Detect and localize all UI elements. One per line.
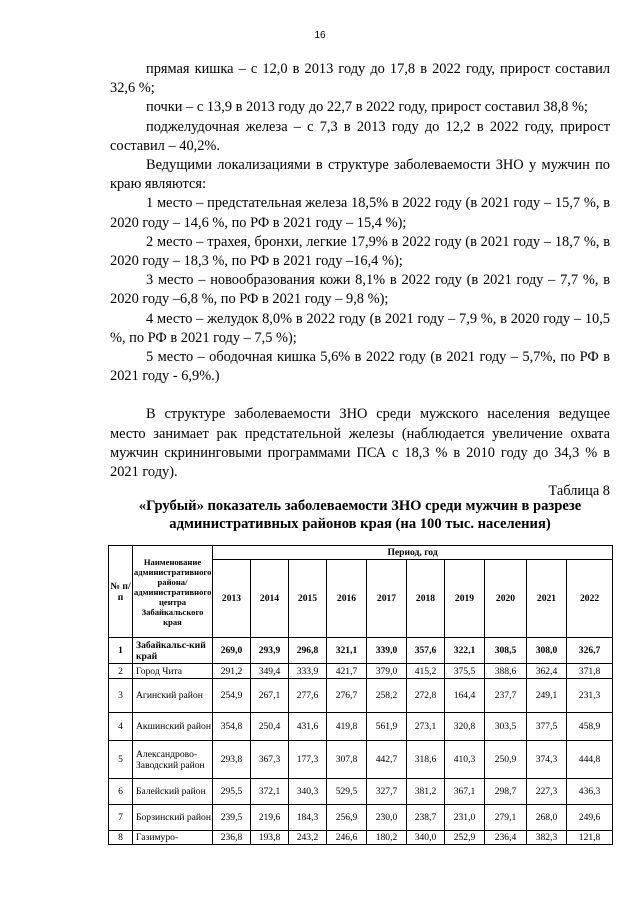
paragraph: Ведущими локализациями в структуре заболеваемости ЗНО у мужчин по краю являются: — [110, 157, 610, 193]
value-cell: 374,3 — [527, 741, 567, 779]
value-cell: 295,5 — [213, 779, 251, 805]
value-cell: 238,7 — [407, 805, 445, 831]
value-cell: 250,4 — [251, 713, 289, 741]
year-header: 2014 — [251, 560, 289, 638]
table-title: «Грубый» показатель заболеваемости ЗНО среди мужчин в разрезе административных районов края (на 100 тыс. населения) — [138, 498, 582, 532]
value-cell: 382,3 — [527, 831, 567, 845]
row-number: 6 — [109, 779, 133, 805]
year-header: 2016 — [327, 560, 367, 638]
paragraph: 2 место – трахея, бронхи, легкие 17,9% в 2022 году (в 2021 году – 18,7 %, в 2020 году – 18,3 %, по РФ в 2021 году –16,4 %); — [110, 233, 610, 270]
value-cell: 372,1 — [251, 779, 289, 805]
district-name: Александрово-Заводский район — [133, 741, 213, 779]
value-cell: 371,8 — [567, 664, 613, 679]
paragraph: 3 место – новообразования кожи 8,1% в 2022 году (в 2021 году – 7,7 %, в 2020 году –6,8 %, по РФ в 2021 году – 9,8 %); — [110, 272, 610, 308]
paragraph: В структуре заболеваемости ЗНО среди мужского населения ведущее место занимает рак предстательной железы (наблюдается увеличение охвата мужчин скрининговыми программами ПСА с 18,3 % в 2010 году до 34,3 % в 2021 году). — [110, 406, 610, 481]
table-row — [109, 741, 613, 779]
value-cell: 269,0 — [213, 638, 251, 664]
body-text — [110, 60, 610, 482]
value-cell: 291,2 — [213, 664, 251, 679]
value-cell: 293,9 — [251, 638, 289, 664]
value-cell: 357,6 — [407, 638, 445, 664]
value-cell: 362,4 — [527, 664, 567, 679]
district-name: Балейский район — [133, 779, 213, 805]
value-cell: 367,1 — [445, 779, 485, 805]
paragraph: 1 место – предстательная железа 18,5% в 2022 году (в 2021 году – 15,7 %, в 2020 году – 14,6 %, по РФ в 2021 году – 15,4 %); — [110, 195, 610, 231]
value-cell: 431,6 — [289, 713, 327, 741]
value-cell: 164,4 — [445, 679, 485, 713]
year-header: 2021 — [527, 560, 567, 638]
value-cell: 256,9 — [327, 805, 367, 831]
value-cell: 326,7 — [567, 638, 613, 664]
value-cell: 254,9 — [213, 679, 251, 713]
year-header: 2022 — [567, 560, 613, 638]
value-cell: 349,4 — [251, 664, 289, 679]
value-cell: 267,1 — [251, 679, 289, 713]
value-cell: 307,8 — [327, 741, 367, 779]
row-number: 8 — [109, 831, 133, 845]
paragraph: 4 место – желудок 8,0% в 2022 году (в 2021 году – 7,9 %, в 2020 году – 10,5 %, по РФ в 2021 году – 7,5 %); — [110, 310, 610, 346]
value-cell: 340,3 — [289, 779, 327, 805]
row-number: 3 — [109, 679, 133, 713]
value-cell: 177,3 — [289, 741, 327, 779]
value-cell: 322,1 — [445, 638, 485, 664]
row-number: 1 — [109, 638, 133, 664]
value-cell: 273,1 — [407, 713, 445, 741]
value-cell: 243,2 — [289, 831, 327, 845]
table-row — [109, 805, 613, 831]
value-cell: 277,6 — [289, 679, 327, 713]
incidence-table — [108, 545, 613, 845]
value-cell: 296,8 — [289, 638, 327, 664]
district-name: Газимуро- — [133, 831, 213, 845]
value-cell: 529,5 — [327, 779, 367, 805]
value-cell: 249,1 — [527, 679, 567, 713]
value-cell: 436,3 — [567, 779, 613, 805]
district-name: Борзинский район — [133, 805, 213, 831]
value-cell: 249,6 — [567, 805, 613, 831]
year-header: 2015 — [289, 560, 327, 638]
paragraph: поджелудочная железа – с 7,3 в 2013 году до 12,2 в 2022 году, прирост составил – 40,2%. — [110, 118, 610, 154]
table-row — [109, 638, 613, 664]
value-cell: 250,9 — [485, 741, 527, 779]
year-header: 2019 — [445, 560, 485, 638]
value-cell: 339,0 — [367, 638, 407, 664]
paragraph: прямая кишка – с 12,0 в 2013 году до 17,8 в 2022 году, прирост составил 32,6 %; — [110, 61, 610, 97]
table-row — [109, 713, 613, 741]
value-cell: 230,0 — [367, 805, 407, 831]
table-body — [109, 638, 613, 845]
value-cell: 308,0 — [527, 638, 567, 664]
row-number: 2 — [109, 664, 133, 679]
value-cell: 444,8 — [567, 741, 613, 779]
row-number: 4 — [109, 713, 133, 741]
value-cell: 184,3 — [289, 805, 327, 831]
year-header: 2013 — [213, 560, 251, 638]
value-cell: 180,2 — [367, 831, 407, 845]
value-cell: 279,1 — [485, 805, 527, 831]
district-name: Агинский район — [133, 679, 213, 713]
name-header: Наименование административного района/ административного центра Забайкальского края — [133, 546, 213, 638]
value-cell: 419,8 — [327, 713, 367, 741]
value-cell: 340,0 — [407, 831, 445, 845]
row-number: 7 — [109, 805, 133, 831]
district-name: Забайкальс-кий край — [133, 638, 213, 664]
value-cell: 231,3 — [567, 679, 613, 713]
value-cell: 121,8 — [567, 831, 613, 845]
value-cell: 321,1 — [327, 638, 367, 664]
table-row — [109, 831, 613, 845]
table-row — [109, 664, 613, 679]
period-header: Период, год — [213, 546, 613, 560]
paragraph: почки – с 13,9 в 2013 году до 22,7 в 2022 году, прирост составил 38,8 %; — [146, 99, 588, 116]
value-cell: 388,6 — [485, 664, 527, 679]
value-cell: 320,8 — [445, 713, 485, 741]
value-cell: 276,7 — [327, 679, 367, 713]
value-cell: 410,3 — [445, 741, 485, 779]
paragraph: 5 место – ободочная кишка 5,6% в 2022 году (в 2021 году – 5,7%, по РФ в 2021 году - 6,9%.) — [110, 349, 610, 385]
value-cell: 442,7 — [367, 741, 407, 779]
value-cell: 458,9 — [567, 713, 613, 741]
value-cell: 298,7 — [485, 779, 527, 805]
table-row — [109, 679, 613, 713]
row-number: 5 — [109, 741, 133, 779]
value-cell: 327,7 — [367, 779, 407, 805]
value-cell: 258,2 — [367, 679, 407, 713]
district-name: Акшинский район — [133, 713, 213, 741]
value-cell: 231,0 — [445, 805, 485, 831]
value-cell: 236,8 — [213, 831, 251, 845]
value-cell: 377,5 — [527, 713, 567, 741]
value-cell: 308,5 — [485, 638, 527, 664]
value-cell: 252,9 — [445, 831, 485, 845]
value-cell: 246,6 — [327, 831, 367, 845]
value-cell: 367,3 — [251, 741, 289, 779]
value-cell: 303,5 — [485, 713, 527, 741]
year-header: 2017 — [367, 560, 407, 638]
district-name: Город Чита — [133, 664, 213, 679]
value-cell: 381,2 — [407, 779, 445, 805]
value-cell: 293,8 — [213, 741, 251, 779]
year-header: 2018 — [407, 560, 445, 638]
value-cell: 415,2 — [407, 664, 445, 679]
value-cell: 421,7 — [327, 664, 367, 679]
value-cell: 561,9 — [367, 713, 407, 741]
value-cell: 236,4 — [485, 831, 527, 845]
value-cell: 193,8 — [251, 831, 289, 845]
value-cell: 354,8 — [213, 713, 251, 741]
value-cell: 318,6 — [407, 741, 445, 779]
year-header: 2020 — [485, 560, 527, 638]
value-cell: 375,5 — [445, 664, 485, 679]
num-header: № п/п — [109, 546, 133, 638]
value-cell: 272,8 — [407, 679, 445, 713]
value-cell: 268,0 — [527, 805, 567, 831]
value-cell: 239,5 — [213, 805, 251, 831]
table-caption: Таблица 8 — [548, 483, 610, 499]
value-cell: 219,6 — [251, 805, 289, 831]
page-number: 16 — [314, 30, 326, 41]
value-cell: 333,9 — [289, 664, 327, 679]
value-cell: 379,0 — [367, 664, 407, 679]
value-cell: 237,7 — [485, 679, 527, 713]
table-row — [109, 779, 613, 805]
value-cell: 227,3 — [527, 779, 567, 805]
